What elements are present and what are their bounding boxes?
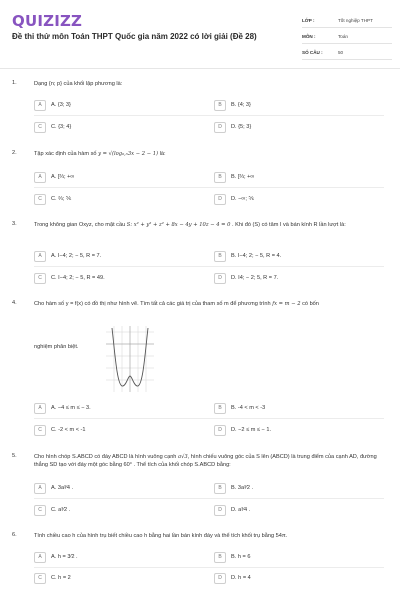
option-letter-box: B xyxy=(214,403,226,414)
question-text-part: có bốn xyxy=(302,301,319,307)
option-a[interactable] xyxy=(34,249,214,263)
option-letter-box: D xyxy=(214,425,226,436)
meta-value: 50 xyxy=(338,50,344,55)
option-a[interactable] xyxy=(34,170,214,184)
option-text: B. h = 6 xyxy=(231,554,251,560)
option-text: D. a³⁄4 . xyxy=(231,507,251,513)
option-letter-box: D xyxy=(214,273,226,284)
option-letter-box: B xyxy=(214,552,226,563)
option-text: C. h = 2 xyxy=(51,575,71,581)
question-text-part: , hình chiếu vuông góc của S lên (ABCD) là trung điểm của cạnh AD, đường thẳng SD tạo với đáy một góc bằng 60° xyxy=(34,454,377,468)
header-divider xyxy=(0,68,400,69)
question-text xyxy=(34,150,384,158)
option-letter-box: A xyxy=(34,552,46,563)
question-text-part: Cho hình chóp S.ABCD có đáy ABCD là hình vuông cạnh xyxy=(34,454,177,460)
option-b[interactable] xyxy=(214,481,394,495)
meta-row-class xyxy=(302,14,392,28)
option-letter-box: C xyxy=(34,505,46,516)
option-letter-box: B xyxy=(214,483,226,494)
option-text: B. [⅔; +∞ xyxy=(231,174,255,180)
question-text: Dạng {n; p} của khối lập phương là: xyxy=(34,81,123,87)
option-letter-box: D xyxy=(214,194,226,205)
option-text: B. {4; 3} xyxy=(231,102,251,108)
question-number: 6. xyxy=(12,532,17,538)
option-text: A. h = 3⁄2 . xyxy=(51,554,78,560)
option-text: C. a³⁄2 . xyxy=(51,507,71,513)
question-text-part: Tập xác định của hàm số xyxy=(34,151,97,157)
question-formula: S: x² + y² + z² + 8x − 4y + 10z − 4 = 0 xyxy=(126,222,231,228)
option-letter-box: B xyxy=(214,172,226,183)
option-b[interactable] xyxy=(214,98,394,112)
meta-row-count xyxy=(302,46,392,60)
option-text: B. I−4; 2; − 5, R = 4. xyxy=(231,253,282,259)
option-text: D. h = 4 xyxy=(231,575,251,581)
option-text: D. {5; 3} xyxy=(231,124,252,130)
option-divider xyxy=(34,418,384,419)
question-number: 3. xyxy=(12,221,17,227)
option-c[interactable] xyxy=(34,192,214,206)
quizizz-logo: QUIZIZZ xyxy=(12,12,83,30)
question-text-part: . Khi đó (S) có tâm I và bán kính R lần lượt là: xyxy=(232,222,346,228)
option-text: A. {3; 3} xyxy=(51,102,71,108)
option-letter-box: C xyxy=(34,194,46,205)
option-divider xyxy=(34,567,384,568)
option-text: A. I−4; 2; − 5, R = 7. xyxy=(51,253,102,259)
option-b[interactable] xyxy=(214,550,394,564)
option-a[interactable] xyxy=(34,481,214,495)
meta-value: Toán xyxy=(338,34,348,39)
option-text: B. -4 < m < -3 xyxy=(231,405,266,411)
option-d[interactable] xyxy=(214,423,394,437)
option-text: C. -2 < m < -1 xyxy=(51,427,86,433)
meta-value: Tốt nghiệp THPT xyxy=(338,18,373,23)
option-b[interactable] xyxy=(214,170,394,184)
question-formula: a√3 xyxy=(177,454,188,460)
question-caption: nghiệm phân biệt. xyxy=(34,344,79,350)
option-letter-box: A xyxy=(34,403,46,414)
option-c[interactable] xyxy=(34,503,214,517)
option-letter-box: D xyxy=(214,122,226,133)
option-letter-box: C xyxy=(34,573,46,584)
option-text: D. −2 ≤ m ≤ − 1. xyxy=(231,427,272,433)
question-number: 1. xyxy=(12,80,17,86)
option-text: C. ⅔; ⅚ xyxy=(51,196,72,202)
meta-row-subject xyxy=(302,30,392,44)
worksheet-meta xyxy=(302,14,392,62)
option-letter-box: D xyxy=(214,573,226,584)
question-text xyxy=(34,453,384,469)
option-letter-box: D xyxy=(214,505,226,516)
option-letter-box: C xyxy=(34,425,46,436)
question-text-part: là: xyxy=(159,151,166,157)
option-text: C. {3; 4} xyxy=(51,124,72,130)
option-b[interactable] xyxy=(214,401,394,415)
question-number: 2. xyxy=(12,150,17,156)
option-d[interactable] xyxy=(214,503,394,517)
question-text-part: Trong không gian Oxyz, cho mặt cầu xyxy=(34,222,126,228)
option-a[interactable] xyxy=(34,401,214,415)
option-c[interactable] xyxy=(34,120,214,134)
meta-label: SỐ CÂU : xyxy=(302,50,323,55)
option-letter-box: C xyxy=(34,122,46,133)
option-c[interactable] xyxy=(34,423,214,437)
question-text-part: Cho hàm số y = f(x) có đồ thị như hình vẽ. Tìm tất cả các giá trị của tham số m để phương trình xyxy=(34,301,271,307)
option-d[interactable] xyxy=(214,271,394,285)
option-letter-box: C xyxy=(34,273,46,284)
meta-label: MÔN : xyxy=(302,34,316,39)
option-text: B. 3a³⁄2 . xyxy=(231,485,254,491)
option-text: C. I−4; 2; − 5, R = 49. xyxy=(51,275,105,281)
option-d[interactable] xyxy=(214,192,394,206)
option-letter-box: A xyxy=(34,100,46,111)
question-text xyxy=(34,221,384,229)
option-divider xyxy=(34,115,384,116)
option-text: D. I4; − 2; 5, R = 7. xyxy=(231,275,279,281)
option-text: A. [⅔; +∞ xyxy=(51,174,75,180)
option-letter-box: A xyxy=(34,251,46,262)
question-formula: y = √(log₀,₅3x − 2 − 1) xyxy=(98,151,159,157)
page-title: Đề thi thử môn Toán THPT Quốc gia năm 2022 có lời giải (Đề 28) xyxy=(12,32,257,41)
question-number: 4. xyxy=(12,300,17,306)
option-letter-box: B xyxy=(214,100,226,111)
option-divider xyxy=(34,266,384,267)
function-graph xyxy=(104,324,156,394)
option-letter-box: A xyxy=(34,483,46,494)
meta-label: LỚP : xyxy=(302,18,315,23)
option-divider xyxy=(34,187,384,188)
question-number: 5. xyxy=(12,453,17,459)
question-text-part: . Thể tích của khối chóp S.ABCD bằng: xyxy=(133,462,231,468)
option-letter-box: A xyxy=(34,172,46,183)
question-formula: fx = m − 2 xyxy=(272,301,301,307)
option-divider xyxy=(34,498,384,499)
option-d[interactable] xyxy=(214,120,394,134)
option-c[interactable] xyxy=(34,271,214,285)
option-text: A. 3a³⁄4 . xyxy=(51,485,74,491)
option-text: D. −∞; ⅚ xyxy=(231,196,254,202)
option-a[interactable] xyxy=(34,550,214,564)
question-text: Tính chiều cao h của hình trụ biết chiều cao h bằng hai lần bán kính đáy và thể tích khối trụ bằng 54π. xyxy=(34,533,288,539)
option-letter-box: B xyxy=(214,251,226,262)
option-c[interactable] xyxy=(34,571,214,585)
option-d[interactable] xyxy=(214,571,394,585)
option-b[interactable] xyxy=(214,249,394,263)
option-a[interactable] xyxy=(34,98,214,112)
option-text: A. −4 ≤ m ≤ − 3. xyxy=(51,405,91,411)
question-text xyxy=(34,300,384,308)
